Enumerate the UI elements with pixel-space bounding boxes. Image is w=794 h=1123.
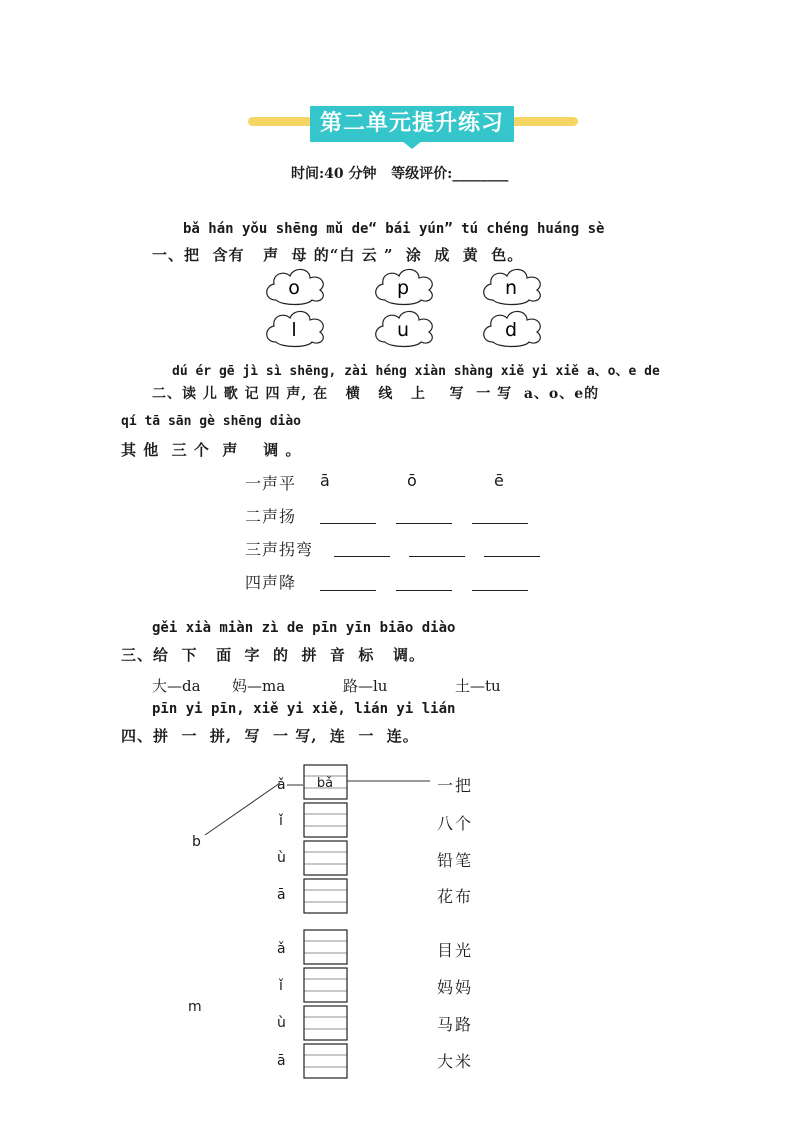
- initial-b: b: [192, 834, 201, 850]
- word-yiba[interactable]: 一把: [437, 776, 474, 795]
- cloud-label: u: [396, 319, 410, 341]
- q2-pinyin-1: dú ér gē jì sì shēng, zài héng xiàn shàng xiě yi xiě a、o、e de: [172, 364, 660, 379]
- example-answer: bǎ: [316, 776, 334, 791]
- q1-pinyin: bǎ hán yǒu shēng mǔ de“ bái yún” tú chéng huáng sè: [183, 221, 605, 237]
- q3-item-2: 妈—ma: [232, 677, 286, 695]
- word-bage[interactable]: 八个: [437, 814, 474, 833]
- q3-item-3: 路—lu: [343, 677, 388, 695]
- q2-pinyin-2: qí tā sān gè shēng diào: [121, 414, 302, 429]
- final-u4: ù: [277, 850, 286, 866]
- word-dami[interactable]: 大米: [437, 1052, 474, 1071]
- word-qianbi[interactable]: 铅笔: [437, 851, 474, 870]
- cloud-label: d: [504, 319, 518, 341]
- q3-item-1: 大—da: [152, 677, 201, 695]
- cloud-label: n: [504, 277, 518, 299]
- final-i3: ǐ: [279, 813, 283, 829]
- word-malu[interactable]: 马路: [437, 1015, 474, 1034]
- writing-boxes-group-2[interactable]: [303, 929, 349, 1081]
- cloud-label: l: [291, 319, 297, 341]
- final-a3-m: ǎ: [277, 941, 286, 957]
- q1-text: 一、把 含有 声 母 的“白 云 ” 涂 成 黄 色。: [152, 246, 524, 264]
- writing-boxes-group-1[interactable]: [303, 764, 349, 916]
- word-muguang[interactable]: 目光: [437, 941, 474, 960]
- final-a1-m: ā: [277, 1053, 286, 1069]
- final-a3: ǎ: [277, 777, 286, 793]
- final-u4-m: ù: [277, 1015, 286, 1031]
- tone-1-a: ā: [320, 471, 330, 490]
- tone-1-o: ō: [407, 471, 417, 490]
- q4-pinyin: pīn yi pīn, xiě yi xiě, lián yi lián: [152, 701, 456, 717]
- q4-text: 四、拼 一 拼, 写 一 写, 连 一 连。: [121, 727, 419, 745]
- page-title: 第二单元提升练习: [310, 106, 514, 142]
- cloud-label: p: [396, 277, 410, 299]
- tone-1-e: ē: [494, 471, 504, 490]
- tone-row-2-label: 二声扬: [245, 507, 297, 526]
- tone-row-1-label: 一声平: [245, 474, 297, 493]
- word-mama[interactable]: 妈妈: [437, 978, 474, 997]
- tone-row-4-label: 四声降: [245, 573, 297, 592]
- tone-row-3-label: 三声拐弯: [245, 540, 314, 559]
- q3-text: 三、给 下 面 字 的 拼 音 标 调。: [121, 646, 426, 664]
- cloud-label: o: [288, 277, 300, 299]
- q2-text-1: 二、读 儿 歌 记 四 声, 在 横 线 上 写 一 写 a、o、e的: [152, 386, 600, 402]
- final-a1: ā: [277, 887, 286, 903]
- final-i3-m: ǐ: [279, 978, 283, 994]
- line-b-to-a3: [205, 783, 280, 835]
- q2-text-2: 其 他 三 个 声 调 。: [121, 441, 302, 459]
- q3-item-4: 土—tu: [455, 677, 501, 695]
- q3-pinyin: gěi xià miàn zì de pīn yīn biāo diào: [152, 620, 456, 636]
- initial-m: m: [188, 999, 202, 1015]
- time-and-grade: 时间:40 分钟 等级评价:________: [291, 166, 509, 182]
- word-huabu[interactable]: 花布: [437, 887, 474, 906]
